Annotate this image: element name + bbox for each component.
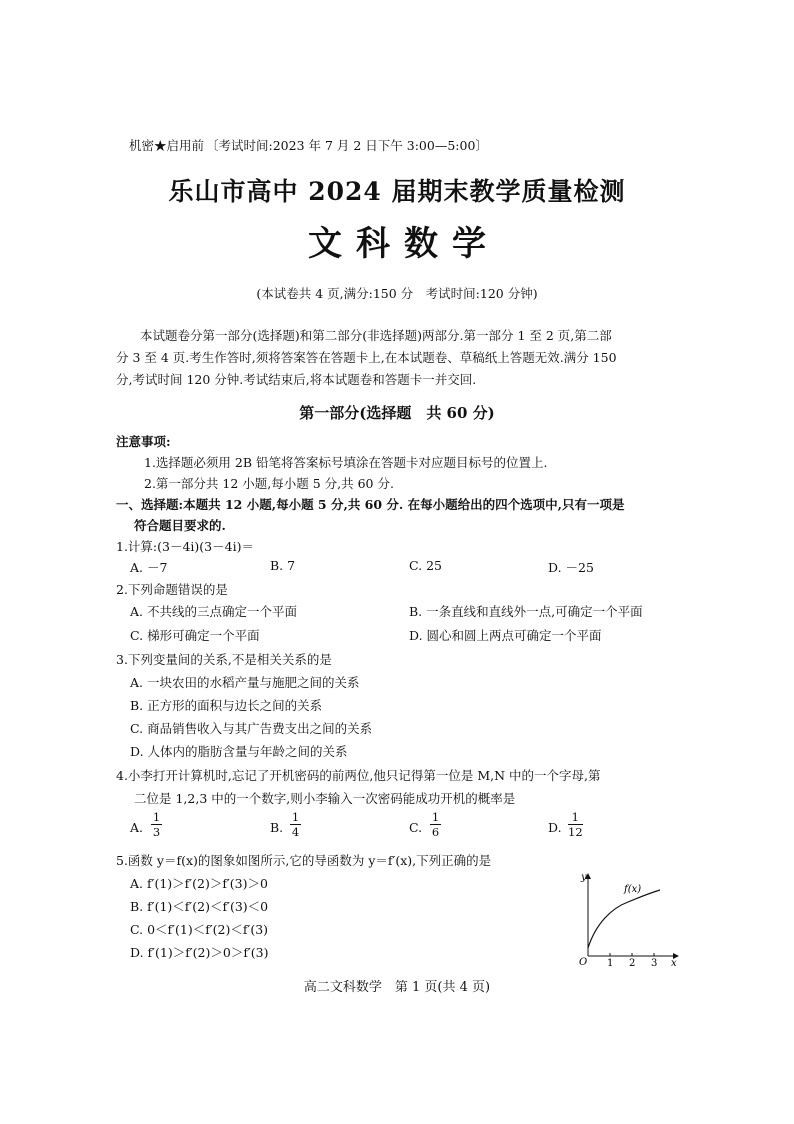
question-2-option-b: B. 一条直线和直线外一点,可确定一个平面: [409, 604, 643, 619]
origin-label: O: [579, 957, 588, 966]
question-5-option-d: D. f′(1)＞f′(2)＞0＞f′(3): [130, 945, 269, 960]
intro-line-3: 分,考试时间 120 分钟.考试结束后,将本试题卷和答题卡一并交回.: [116, 372, 477, 387]
question-4-option-a-label: A.: [130, 820, 144, 835]
question-1-stem: 1.计算:(3－4i)(3－4i)＝: [116, 539, 254, 554]
question-3-option-c: C. 商品销售收入与其广告费支出之间的关系: [130, 721, 373, 736]
note-item: 1.选择题必须用 2B 铅笔将答案标号填涂在答题卡对应题目标号的位置上.: [144, 455, 548, 470]
exam-subtitle: (本试卷共 4 页,满分:150 分 考试时间:120 分钟): [256, 286, 538, 301]
section-one-heading: 一、选择题:本题共 12 小题,每小题 5 分,共 60 分. 在每小题给出的四个选项中,只有一项是: [116, 497, 625, 512]
part-one-title: 第一部分(选择题 共 60 分): [299, 404, 495, 422]
function-curve: [588, 890, 660, 948]
notes-heading: 注意事项:: [116, 434, 171, 449]
intro-line-2: 分 3 至 4 页.考生作答时,须将答案答在答题卡上,在本试题卷、草稿纸上答题无效.满分 150: [116, 350, 617, 365]
x-axis-label: x: [671, 958, 677, 966]
question-4-option-c-label: C.: [409, 820, 423, 835]
question-4-option-b-fraction: 1 4: [291, 810, 300, 839]
x-tick-label: 2: [629, 958, 636, 966]
curve-label: f(x): [624, 884, 642, 895]
question-4-option-d-label: D.: [548, 820, 562, 835]
intro-line-1: 本试题卷分第一部分(选择题)和第二部分(非选择题)两部分.第一部分 1 至 2 页,第二部: [140, 328, 612, 343]
question-3-stem: 3.下列变量间的关系,不是相关关系的是: [116, 652, 332, 667]
secret-label: 机密★启用前: [129, 138, 205, 153]
note-item: 2.第一部分共 12 小题,每小题 5 分,共 60 分.: [144, 476, 394, 491]
question-2-option-d: D. 圆心和圆上两点可确定一个平面: [409, 628, 602, 643]
question-4-option-a-fraction: 1 3: [152, 810, 161, 839]
question-1-option-d: D. －25: [548, 560, 594, 575]
question-5-stem: 5.函数 y＝f(x)的图象如图所示,它的导函数为 y＝f′(x),下列正确的是: [116, 853, 492, 868]
question-5-function-graph: [570, 868, 682, 966]
question-4-option-c-fraction: 1 6: [431, 810, 440, 839]
question-5-option-b: B. f′(1)＜f′(2)＜f′(3)＜0: [130, 899, 269, 914]
exam-title: 乐山市高中 2024 届期末教学质量检测: [168, 177, 626, 206]
question-1-option-a: A. －7: [130, 560, 168, 575]
question-4-stem-line-1: 4.小李打开计算机时,忘记了开机密码的前两位,他只记得第一位是 M,N 中的一个字母,第: [116, 768, 601, 783]
question-4-option-d-fraction: 1 12: [568, 810, 583, 839]
question-4-option-b-label: B.: [270, 820, 284, 835]
question-5-option-a: A. f′(1)＞f′(2)＞f′(3)＞0: [130, 876, 268, 891]
x-tick-label: 1: [607, 958, 614, 966]
question-3-option-a: A. 一块农田的水稻产量与施肥之间的关系: [130, 675, 360, 690]
question-4-stem-line-2: 二位是 1,2,3 中的一个数字,则小李输入一次密码能成功开机的概率是: [134, 791, 516, 806]
question-2-option-c: C. 梯形可确定一个平面: [130, 628, 260, 643]
question-1-option-b: B. 7: [270, 558, 296, 573]
section-one-heading-cont: 符合题目要求的.: [134, 518, 226, 533]
exam-time-note: 〔考试时间:2023 年 7 月 2 日下午 3:00—5:00〕: [206, 138, 488, 153]
question-3-option-d: D. 人体内的脂肪含量与年龄之间的关系: [130, 744, 348, 759]
question-3-option-b: B. 正方形的面积与边长之间的关系: [130, 698, 323, 713]
question-1-option-c: C. 25: [409, 558, 442, 573]
question-5-option-c: C. 0＜f′(1)＜f′(2)＜f′(3): [130, 922, 269, 937]
question-2-option-a: A. 不共线的三点确定一个平面: [130, 604, 297, 619]
page-footer: 高二文科数学 第 1 页(共 4 页): [303, 980, 491, 995]
question-2-stem: 2.下列命题错误的是: [116, 582, 228, 597]
subject-title: 文科数学: [308, 224, 500, 264]
x-tick-label: 3: [651, 958, 658, 966]
y-axis-label: y: [581, 872, 587, 883]
